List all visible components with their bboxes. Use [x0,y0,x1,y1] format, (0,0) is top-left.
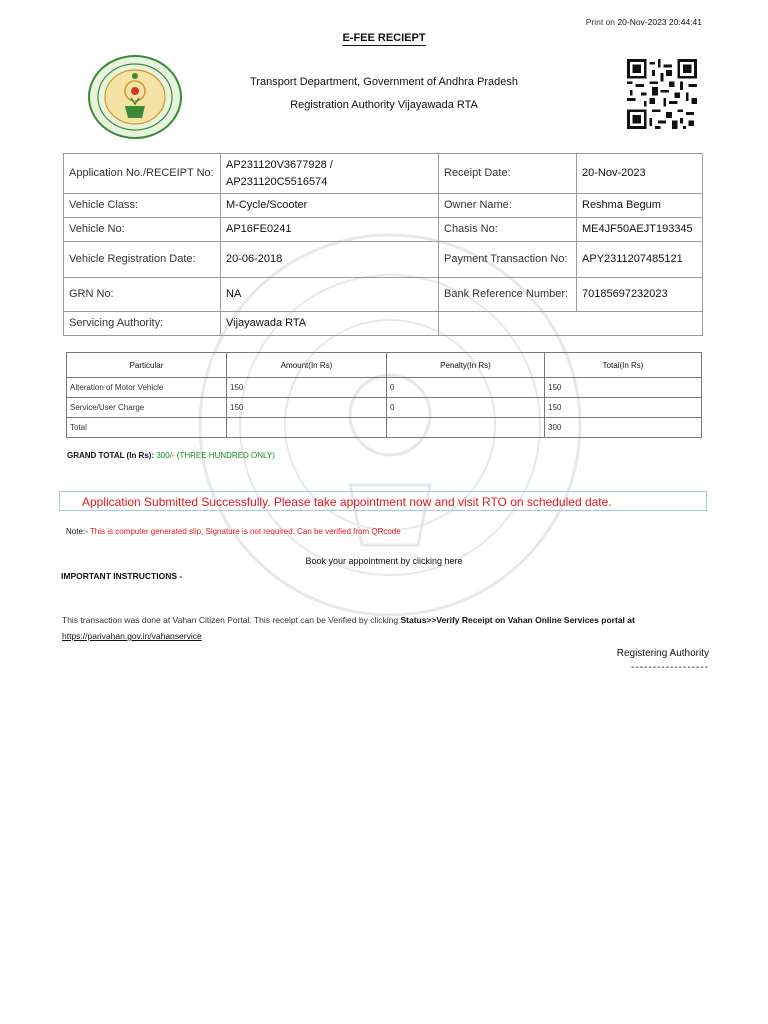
bank-reference-label: Bank Reference Number: [439,278,577,312]
fee-penalty: 0 [387,398,545,418]
important-instructions-heading: IMPORTANT INSTRUCTIONS - [61,571,183,581]
fee-particular: Service/User Charge [67,398,227,418]
grand-total-label: GRAND TOTAL (In Rs): [67,451,155,460]
servicing-authority-label: Servicing Authority: [64,312,221,336]
col-header-total: Total(In Rs) [545,353,702,378]
payment-transaction-value: APY2311207485121 [577,242,703,278]
registration-date-label: Vehicle Registration Date: [64,242,221,278]
vehicle-class-value: M-Cycle/Scooter [221,194,439,218]
fees-header-row [67,353,702,378]
servicing-authority-value: Vijayawada RTA [221,312,439,336]
application-no-line-2: AP231120C5516574 [226,175,328,188]
grn-no-label: GRN No: [64,278,221,312]
owner-name-value: Reshma Begum [577,194,703,218]
success-message: Application Submitted Successfully. Please take appointment now and visit RTO on scheduled date. [59,491,707,511]
signature-line: ------------------ [631,662,709,673]
receipt-date-label: Receipt Date: [439,154,577,194]
transaction-info [62,612,722,644]
fee-particular: Total [67,418,227,438]
fee-amount: 150 [227,398,387,418]
fee-total: 150 [545,398,702,418]
bank-reference-value: 70185697232023 [577,278,703,312]
department-heading: Transport Department, Government of Andhra Pradesh [249,76,518,88]
table-row [64,312,703,336]
chasis-no-value: ME4JF50AEJT193345 [577,218,703,242]
application-no-line-1: AP231120V3677928 / [226,159,333,171]
page-title-text: E-FEE RECIEPT [342,32,426,44]
registration-date-value: 20-06-2018 [221,242,439,278]
application-no-value [221,154,439,194]
table-row [67,418,702,438]
col-header-amount: Amount(In Rs) [227,353,387,378]
chasis-no-label: Chasis No: [439,218,577,242]
table-row [64,194,703,218]
fees-table [66,352,702,438]
grand-total [67,451,275,460]
fee-total: 300 [545,418,702,438]
qr-code-icon [627,59,697,129]
fee-penalty: 0 [387,378,545,398]
fee-particular: Alteration of Motor Vehicle [67,378,227,398]
receipt-info-table [63,153,703,336]
note [66,527,401,536]
fee-penalty [387,418,545,438]
payment-transaction-label: Payment Transaction No: [439,242,577,278]
ap-state-emblem-icon [87,54,183,140]
authority-heading: Registration Authority Vijayawada RTA [290,99,478,111]
page-title [0,32,768,44]
col-header-particular: Particular [67,353,227,378]
print-datetime: 20-Nov-2023 20:44:41 [617,17,702,27]
print-label: Print on [585,17,616,27]
book-appointment-link[interactable]: Book your appointment by clicking here [305,556,463,566]
fee-total: 150 [545,378,702,398]
fee-amount [227,418,387,438]
parivahan-link[interactable]: https://parivahan.gov.in/vahanservice [62,631,202,641]
print-timestamp [586,17,702,27]
table-row [64,242,703,278]
vehicle-no-label: Vehicle No: [64,218,221,242]
note-text: This is computer generated slip, Signature is not required. Can be verified from QRcode [89,527,401,536]
table-row [64,154,703,194]
table-row [67,378,702,398]
vehicle-no-value: AP16FE0241 [221,218,439,242]
note-label: Note:- [66,527,88,536]
table-row [64,218,703,242]
grn-no-value: NA [221,278,439,312]
empty-cell [439,312,703,336]
application-no-label: Application No./RECEIPT No: [64,154,221,194]
vehicle-class-label: Vehicle Class: [64,194,221,218]
col-header-penalty: Penalty(In Rs) [387,353,545,378]
grand-total-value: 300/- (THREE HUNDRED ONLY) [156,451,275,460]
transaction-text: This transaction was done at Vahan Citizen Portal. This receipt can be Verified by clicking [62,615,399,625]
owner-name-label: Owner Name: [439,194,577,218]
table-row [67,398,702,418]
registering-authority-label: Registering Authority [616,648,709,659]
fee-amount: 150 [227,378,387,398]
verify-receipt-text: Status>>Verify Receipt on Vahan Online Services portal at [400,615,635,625]
table-row [64,278,703,312]
receipt-date-value: 20-Nov-2023 [577,154,703,194]
